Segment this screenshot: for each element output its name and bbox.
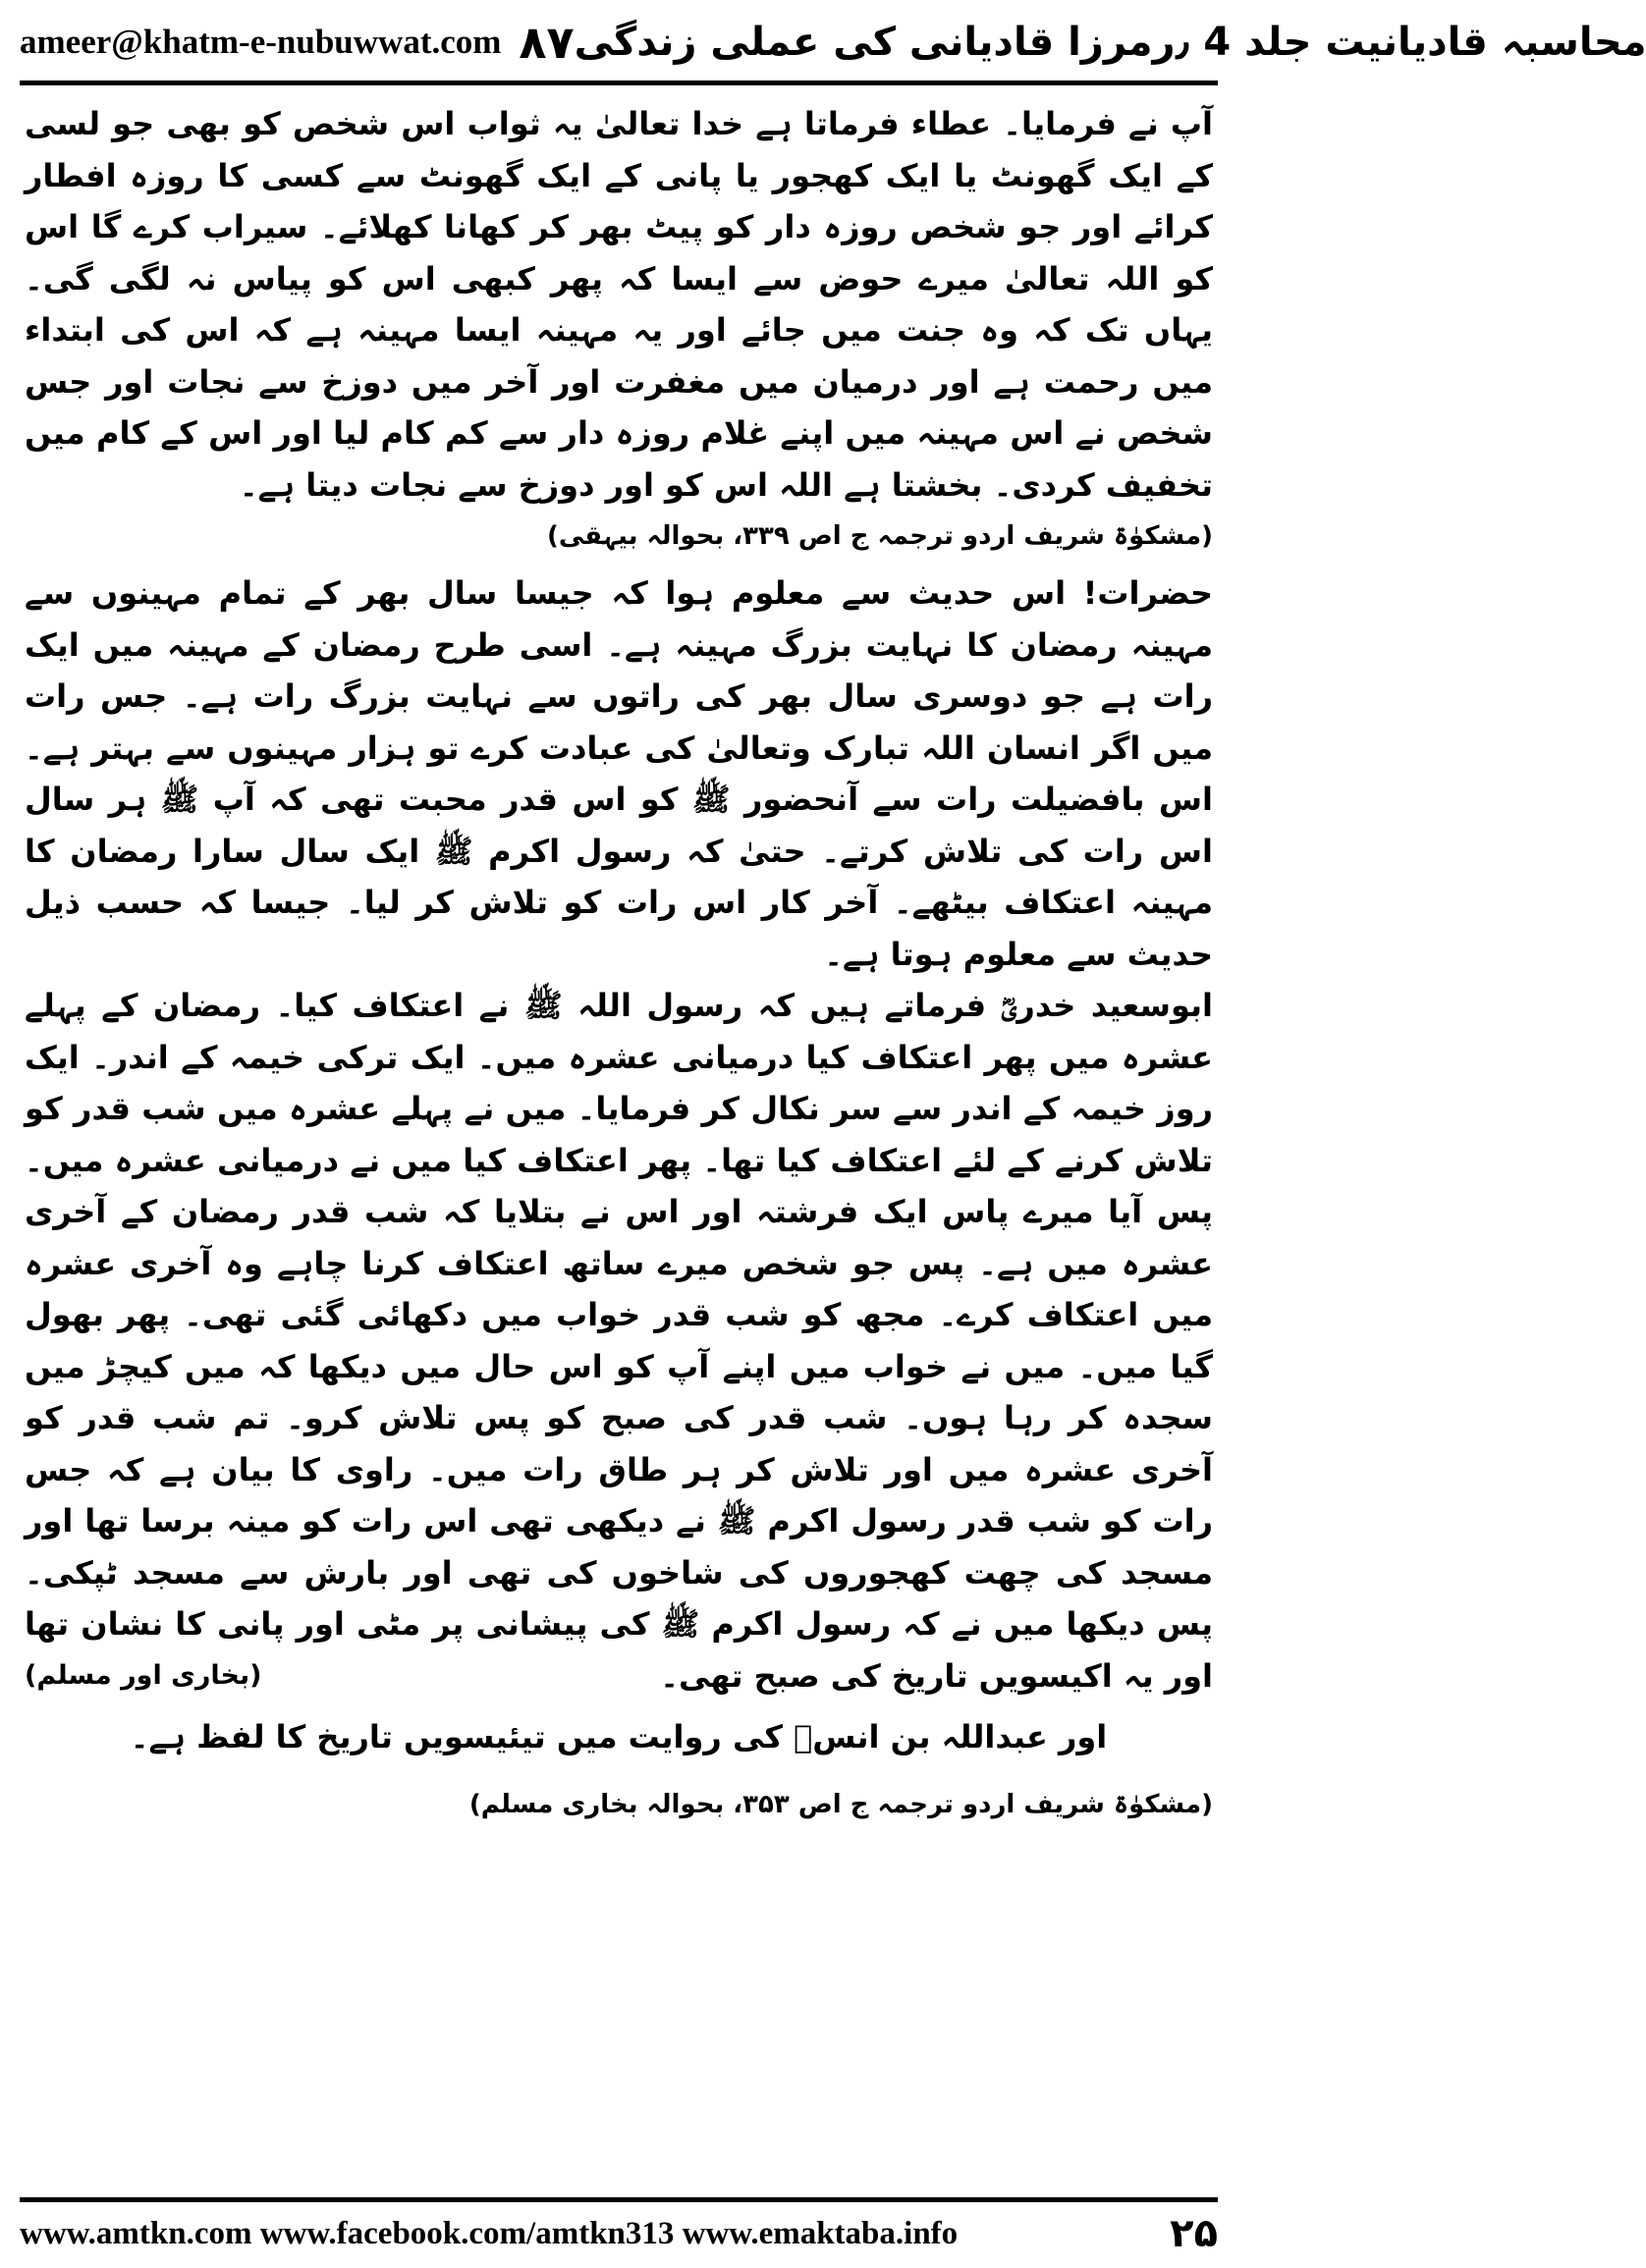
- abu-saeed-text: ابوسعید خدریؓ فرماتے ہیں کہ رسول اللہ ﷺ نے اعتکاف کیا۔ رمضان کے پہلے عشرہ میں پھر اعتکاف کیا درمیانی عشرہ میں۔ ایک ترکی خیمہ کے اندر۔ ایک روز خیمہ کے اندر سے سر نکال کر فرمایا۔ میں نے پہلے عشرہ میں شب قدر کو تلاش کرنے کے لئے اعتکاف کیا تھا۔ پھر اعتکاف کیا میں نے درمیانی عشرہ میں۔ پس آیا میرے پاس ایک فرشتہ اور اس نے بتلایا کہ شب قدر رمضان کے آخری عشرہ میں ہے۔ پس جو شخص میرے ساتھ اعتکاف کرنا چاہے وہ آخری عشرہ میں اعتکاف کرے۔ مجھ کو شب قدر خواب میں دکھائی گئی تھی۔ پھر بھول گیا میں۔ میں نے خواب میں اپنے آپ کو اس حال میں دیکھا کہ میں کیچڑ میں سجدہ کر رہا ہوں۔ شب قدر کی صبح کو پس تلاش کرو۔ تم شب قدر کو آخری عشرہ میں اور تلاش کر ہر طاق رات میں۔ راوی کا بیان ہے کہ جس رات کو شب قدر رسول اکرم ﷺ نے دیکھی تھی اس رات کو مینہ برسا تھا اور مسجد کی چھت کھجوروں کی شاخوں کی تھی اور بارش سے مسجد ٹپکی۔ پس دیکھا میں نے کہ رسول اکرم ﷺ کی پیشانی پر مٹی اور پانی کا نشان تھا اور یہ اکیسویں تاریخ کی صبح تھی۔: [25, 987, 1213, 1695]
- footer-divider: [20, 2197, 1218, 2202]
- header-page-number: ۸۷: [519, 16, 575, 69]
- paragraph-hadith-ramadan: آپ نے فرمایا۔ عطاء فرماتا ہے خدا تعالیٰ یہ ثواب اس شخص کو بھی جو لسی کے ایک گھونٹ یا ایک کھجور یا پانی کے ایک گھونٹ سے کسی کا روزہ افطار کرائے اور جو شخص روزہ دار کو پیٹ بھر کر کھانا کھلائے۔ سیراب کرے گا اس کو اللہ تعالیٰ میرے حوض سے ایسا کہ پھر کبھی اس کو پیاس نہ لگی گی۔ یہاں تک کہ وہ جنت میں جائے اور یہ مہینہ ایسا مہینہ ہے کہ اس کی ابتداء میں رحمت ہے اور درمیان میں مغفرت اور آخر میں دوزخ سے نجات اور جس شخص نے اس مہینہ میں اپنے غلام روزہ دار سے کم کام لیا اور اس کے کام میں تخفیف کردی۔ بخشتا ہے اللہ اس کو اور دوزخ سے نجات دیتا ہے۔: [25, 105, 1214, 504]
- paragraph-abu-saeed-hadith: [25, 980, 1213, 1701]
- footer-folio-number: ۲۵: [1170, 2211, 1218, 2256]
- reference-mishkat-339: (مشکوٰۃ شریف اردو ترجمہ ج اص ۳۳۹، بحوالہ بیہقی): [546, 521, 1213, 551]
- paragraph-laylat-al-qadr: حضرات! اس حدیث سے معلوم ہوا کہ جیسا سال بھر کے تمام مہینوں سے مہینہ رمضان کا نہایت بزرگ مہینہ ہے۔ اسی طرح رمضان کے مہینہ میں ایک رات ہے جو دوسری سال بھر کی راتوں سے نہایت بزرگ رات ہے۔ جس رات میں اگر انسان اللہ تبارک وتعالیٰ کی عبادت کرے تو ہزار مہینوں سے بہتر ہے۔ اس بافضیلت رات سے آنحضور ﷺ کو اس قدر محبت تھی کہ آپ ﷺ ہر سال اس رات کی تلاش کرتے۔ حتیٰ کہ رسول اکرم ﷺ ایک سال سارا رمضان کا مہینہ اعتکاف بیٹھے۔ آخر کار اس رات کو تلاش کر لیا۔ جیسا کہ حسب ذیل حدیث سے معلوم ہوتا ہے۔: [25, 574, 1213, 973]
- header-email[interactable]: ameer@khatm-e-nubuwwat.com: [20, 23, 502, 61]
- footer-website-links[interactable]: www.amtkn.com www.facebook.com/amtkn313 www.emaktaba.info: [20, 2215, 959, 2251]
- page-footer: [20, 2205, 1218, 2262]
- reference-mishkat-353: (مشکوٰۃ شریف اردو ترجمہ ج اص ۳۵۳، بحوالہ بخاری مسلم): [468, 1790, 1213, 1819]
- reference-bukhari-muslim: (بخاری اور مسلم): [25, 1659, 262, 1691]
- header-book-title: محاسبہ قادیانیت جلد 4 ٫رمرزا قادیانی کی عملی زندگی: [574, 20, 1646, 65]
- header-divider: [20, 81, 1218, 85]
- page-body: [25, 98, 1213, 1829]
- closing-note-abdullah: اور عبداللہ بن انسؓ کی روایت میں تیئیسویں تاریخ کا لفظ ہے۔: [130, 1718, 1108, 1755]
- page-header: [20, 12, 1646, 73]
